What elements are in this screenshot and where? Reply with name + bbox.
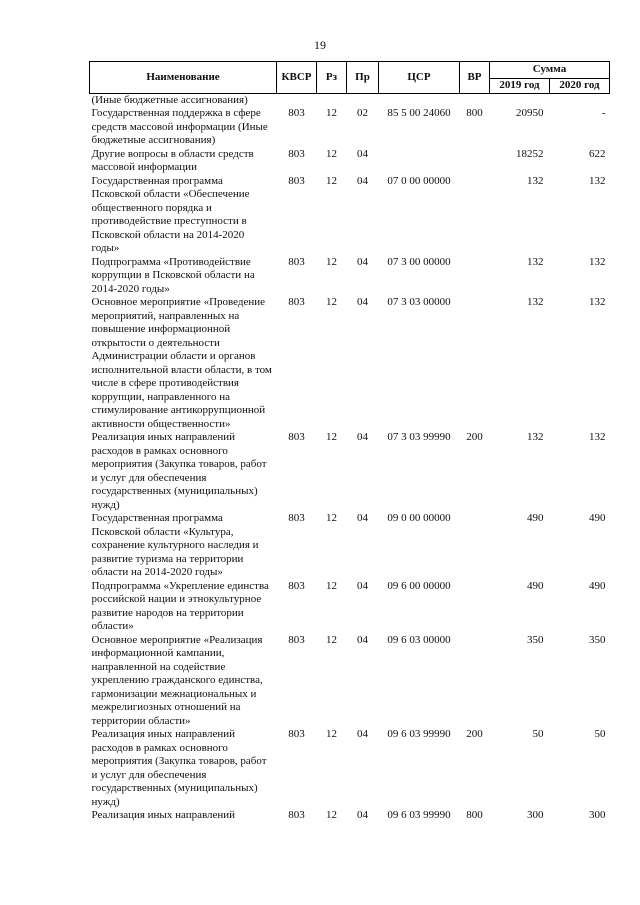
cell-kvsr: 803 [288, 147, 305, 160]
cell-2020: 50 [594, 728, 606, 740]
cell-pr: 04 [357, 633, 368, 646]
cell-vr [460, 580, 490, 634]
header-vr: ВР [460, 62, 490, 94]
table-row [90, 256, 610, 297]
table-header [90, 62, 610, 94]
table-row [90, 296, 610, 431]
cell-rz: 12 [326, 633, 337, 646]
cell-kvsr: 803 [288, 728, 305, 740]
page-number: 19 [314, 38, 326, 52]
cell-csr: 85 5 00 24060 [387, 107, 451, 119]
cell-name: Основное мероприятие «Реализация информационной кампании, направленной на содействие укреплению гражданского единства, гармонизации межнациональных и межрелигиозных отношений на территории области» [91, 633, 263, 727]
cell-rz: 12 [326, 147, 337, 160]
cell-rz: 12 [326, 255, 337, 268]
cell-vr: 800 [466, 809, 483, 821]
cell-2020: 300 [589, 809, 606, 821]
cell-2020: - [601, 107, 606, 119]
cell-rz: 12 [326, 512, 337, 524]
cell-vr [460, 512, 490, 580]
cell-pr: 04 [357, 296, 368, 308]
cell-name: Государственная поддержка в сфере средств массовой информации (Иные бюджетные ассигнования) [91, 107, 268, 146]
cell-rz: 12 [326, 431, 337, 443]
cell-csr: 09 6 03 99990 [387, 809, 451, 821]
cell-2020: 132 [589, 255, 606, 268]
header-2020: 2020 год [550, 79, 610, 94]
cell-2020: 622 [589, 147, 606, 160]
cell-name: Государственная программа Псковской области «Культура, сохранение культурного наследия и развитие туризма на территории области на 2014-2020 годы» [91, 512, 259, 578]
cell-name: Реализация иных направлений расходов в рамках основного мероприятия (Закупка товаров, работ и услуг для обеспечения государственных (муниципальных) нужд) [91, 728, 267, 808]
cell-2019: 18252 [516, 147, 544, 160]
header-csr: ЦСР [379, 62, 460, 94]
cell-name: Подпрограмма «Противодействие коррупции в Псковской области на 2014-2020 годы» [91, 255, 255, 295]
cell-2019: 132 [527, 431, 544, 443]
cell-rz: 12 [326, 107, 337, 119]
cell-pr: 04 [357, 809, 368, 821]
header-kvsr: КВСР [277, 62, 317, 94]
cell-kvsr: 803 [288, 512, 305, 524]
cell-2019: 20950 [516, 107, 544, 119]
cell-2020: 350 [589, 633, 606, 646]
cell-pr: 04 [357, 512, 368, 524]
cell-name: Другие вопросы в области средств массовой информации [91, 147, 254, 173]
cell-2020: 490 [589, 512, 606, 524]
cell-2019: 300 [527, 809, 544, 821]
cell-pr: 04 [357, 579, 368, 592]
cell-csr: 09 0 00 00000 [387, 512, 451, 524]
table-row [90, 580, 610, 634]
cell-kvsr: 803 [288, 579, 305, 592]
cell-name: Государственная программа Псковской области «Обеспечение общественного порядка и противодействие преступности в Псковской области на 2014-2020 годы» [91, 174, 250, 254]
table-row [90, 107, 610, 148]
cell-vr [460, 148, 490, 175]
header-2019: 2019 год [490, 79, 550, 94]
table-row [90, 728, 610, 809]
cell-2019: 132 [527, 296, 544, 308]
cell-csr: 07 0 00 00000 [387, 174, 451, 187]
cell-kvsr: 803 [288, 296, 305, 308]
cell-csr: 09 6 03 99990 [387, 728, 451, 740]
table-body [90, 93, 610, 823]
cell-kvsr: 803 [288, 633, 305, 646]
cell-2019: 132 [527, 174, 544, 187]
cell-rz: 12 [326, 296, 337, 308]
cell-kvsr: 803 [288, 809, 305, 821]
cell-pr: 04 [357, 174, 368, 187]
cell-2019: 50 [532, 728, 544, 740]
cell-2020: 132 [589, 174, 606, 187]
cell-kvsr: 803 [288, 255, 305, 268]
cell-vr [460, 634, 490, 729]
cell-2020: 490 [589, 579, 606, 592]
cell-pr: 04 [357, 431, 368, 443]
cell-rz: 12 [326, 579, 337, 592]
cell-rz: 12 [326, 728, 337, 740]
cell-2020: 132 [589, 431, 606, 443]
cell-pr: 04 [357, 147, 368, 160]
header-sum: Сумма [490, 62, 610, 79]
header-pr: Пр [347, 62, 379, 94]
cell-pr: 04 [357, 255, 368, 268]
header-rz: Рз [317, 62, 347, 94]
cell-kvsr: 803 [288, 174, 305, 187]
cell-csr [379, 148, 460, 175]
cell-2020: 132 [589, 296, 606, 308]
cell-kvsr: 803 [288, 431, 305, 443]
cell-name: Основное мероприятие «Проведение мероприятий, направленных на повышение информационной открытости о деятельности Администрации области и органов исполнительной власти области, в том числе в сфере противодействия коррупции, направленного на стимулирование антикоррупционной активности общественности» [91, 296, 272, 430]
cell-pr: 04 [357, 728, 368, 740]
table-row [90, 512, 610, 580]
cell-csr: 07 3 03 99990 [387, 431, 451, 443]
cell-csr: 07 3 03 00000 [387, 296, 451, 308]
cell-csr: 09 6 03 00000 [387, 633, 451, 646]
cell-2019: 490 [527, 579, 544, 592]
cell-name: Реализация иных направлений [91, 809, 236, 821]
cell-rz: 12 [326, 809, 337, 821]
cell-vr: 200 [466, 431, 483, 443]
cell-2019: 132 [527, 255, 544, 268]
cell-rz: 12 [326, 174, 337, 187]
table-row [90, 809, 610, 823]
table-row [90, 148, 610, 175]
cell-vr: 200 [466, 728, 483, 740]
cell-vr [460, 296, 490, 431]
continuation-row [90, 93, 610, 107]
cell-kvsr: 803 [288, 107, 305, 119]
header-name: Наименование [90, 62, 277, 94]
cell-2019: 490 [527, 512, 544, 524]
cell-csr: 09 6 00 00000 [387, 579, 451, 592]
cell-pr: 02 [357, 107, 368, 119]
cell-name: Реализация иных направлений расходов в рамках основного мероприятия (Закупка товаров, работ и услуг для обеспечения государственных (муниципальных) нужд) [91, 431, 267, 511]
table-row [90, 634, 610, 729]
cell-2019: 350 [527, 633, 544, 646]
cell-vr: 800 [466, 107, 483, 119]
cell-vr [460, 256, 490, 297]
table-row [90, 175, 610, 256]
table-row [90, 431, 610, 512]
cell-vr [460, 175, 490, 256]
budget-table [89, 61, 610, 823]
continuation-text: (Иные бюджетные ассигнования) [91, 93, 248, 106]
cell-csr: 07 3 00 00000 [387, 255, 451, 268]
cell-name: Подпрограмма «Укрепление единства российской нации и этнокультурное развитие народов на территории области» [91, 579, 269, 632]
